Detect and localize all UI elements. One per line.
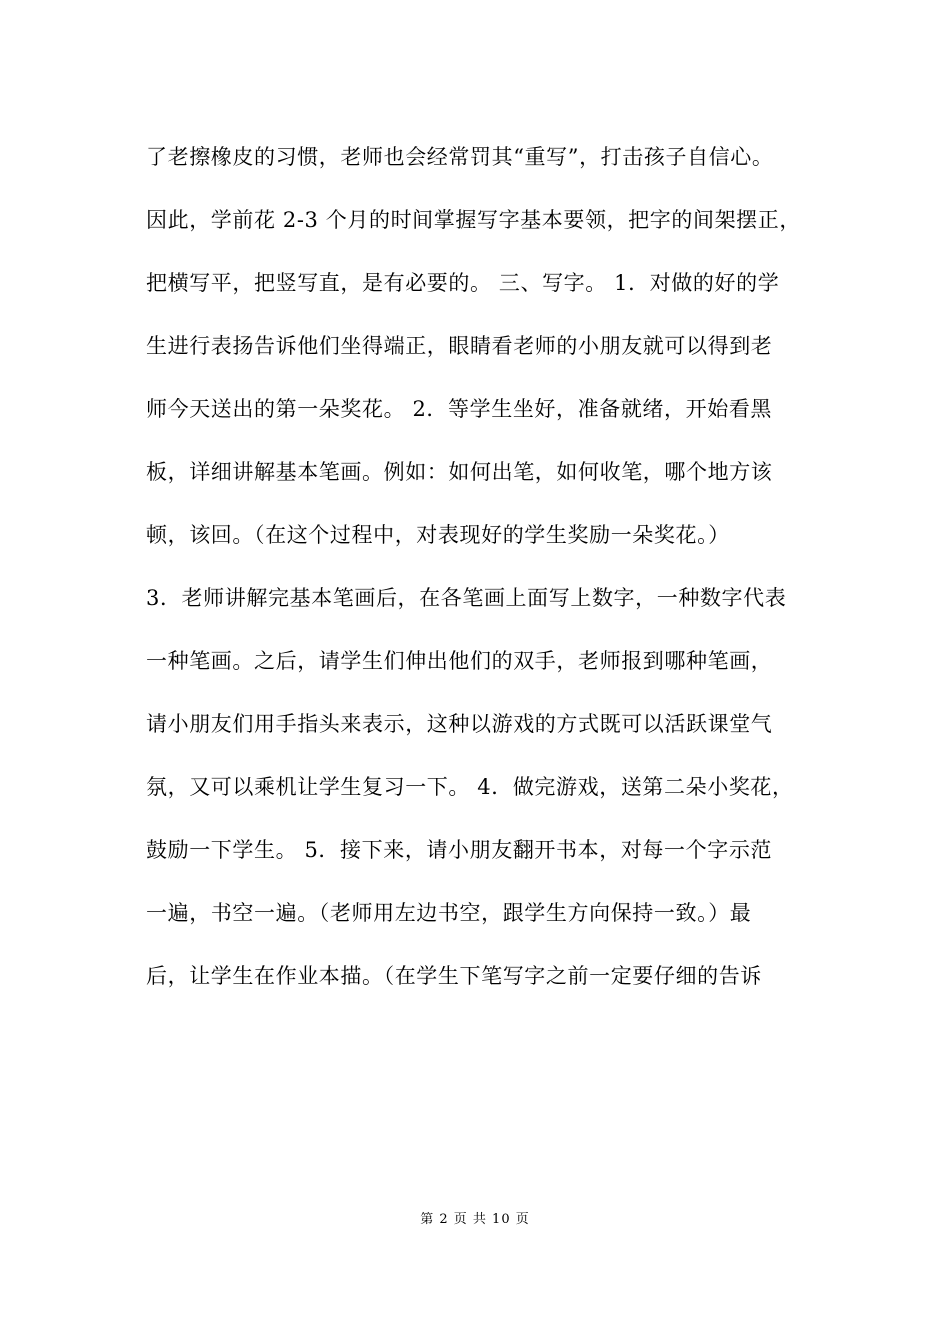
text-line: 顿，该回。（在这个过程中，对表现好的学生奖励一朵奖花。） [146,523,730,547]
text-line: 师今天送出的第一朵奖花。 2．等学生坐好，准备就绪，开始看黑 [146,397,773,421]
text-line: 一遍，书空一遍。（老师用左边书空，跟学生方向保持一致。）最 [146,901,752,925]
text-line: 氛，又可以乘机让学生复习一下。 4．做完游戏，送第二朵小奖花， [146,775,794,799]
text-line: 请小朋友们用手指头来表示，这种以游戏的方式既可以活跃课堂气 [146,712,773,736]
text-line: 鼓励一下学生。 5．接下来，请小朋友翻开书本，对每一个字示范 [146,838,773,862]
text-line: 因此，学前花 2-3 个月的时间掌握写字基本要领，把字的间架摆正， [146,208,801,232]
text-line: 板，详细讲解基本笔画。例如：如何出笔，如何收笔，哪个地方该 [146,460,773,484]
page-number-footer: 第 2 页 共 10 页 [420,1212,530,1227]
text-line: 了老擦橡皮的习惯，老师也会经常罚其“重写”，打击孩子自信心。 [146,145,774,169]
text-line: 后，让学生在作业本描。（在学生下笔写字之前一定要仔细的告诉 [146,964,762,988]
text-line: 生进行表扬告诉他们坐得端正，眼睛看老师的小朋友就可以得到老 [146,334,773,358]
body-text [146,133,826,1015]
text-line: 3．老师讲解完基本笔画后，在各笔画上面写上数字，一种数字代表 [146,586,787,610]
text-line: 一种笔画。之后，请学生们伸出他们的双手，老师报到哪种笔画， [146,649,773,673]
text-line: 把横写平，把竖写直，是有必要的。 三、写字。 1．对做的好的学 [146,271,780,295]
